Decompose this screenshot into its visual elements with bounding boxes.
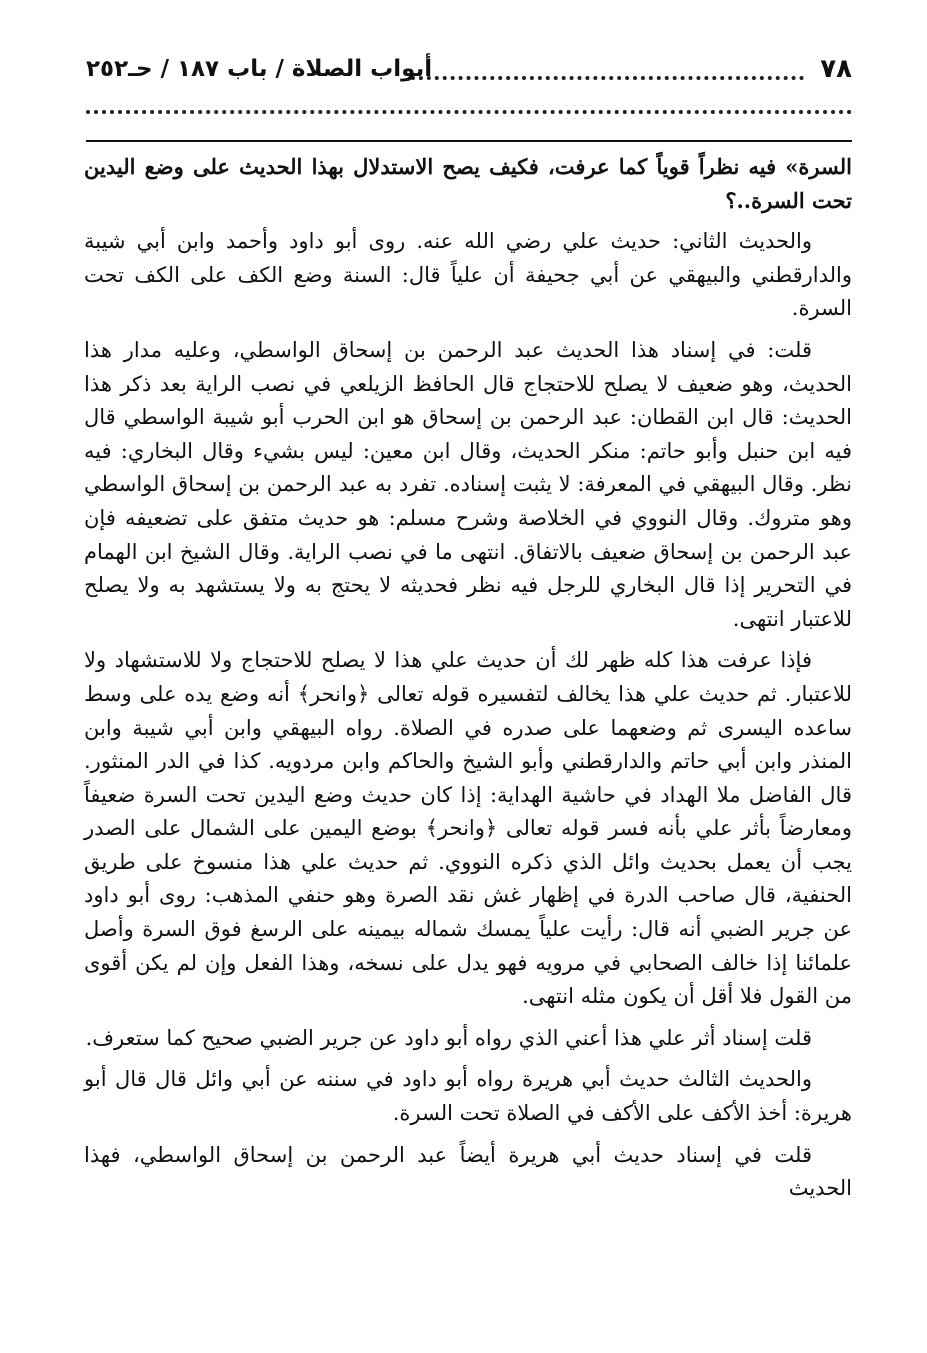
header-solid-rule <box>86 140 852 142</box>
paragraph-isnad-critique: قلت: في إسناد هذا الحديث عبد الرحمن بن إسحاق الواسطي، وعليه مدار هذا الحديث، وهو ضعيف لا يصلح للاحتجاج قال الحافظ الزيلعي في نصب الراية بعد ذكر هذا الحديث: قال ابن القطان: عبد الرحمن بن إسحاق هو ابن الحرب أبو شيبة الواسطي قال فيه ابن حنبل وأبو حاتم: منكر الحديث، وقال ابن معين: ليس بشيء وقال البخاري: فيه نظر. وقال البيهقي في المعرفة: لا يثبت إسناده. تفرد به عبد الرحمن بن إسحاق الواسطي وهو متروك. وقال النووي في الخلاصة وشرح مسلم: هو حديث متفق على تضعيفه فإن عبد الرحمن بن إسحاق ضعيف بالاتفاق. انتهى ما في نصب الراية. وقال الشيخ ابن الهمام في التحرير إذا قال البخاري للرجل فيه نظر فحديثه لا يحتج به ولا يستشهد به ولا يصلح للاعتبار انتهى. <box>84 337 852 631</box>
header-dotted-rule <box>86 110 852 114</box>
paragraph-third-hadith: والحديث الثالث حديث أبي هريرة رواه أبو داود في سننه عن أبي وائل قال قال أبو هريرة: أخذ الأكف على الأكف في الصلاة تحت السرة. <box>84 1067 852 1126</box>
paragraph-second-hadith: والحديث الثاني: حديث علي رضي الله عنه. روى أبو داود وأحمد وابن أبي شيبة والدارقطني والبيهقي عن أبي جحيفة أن علياً قال: السنة وضع الكف على الكف تحت السرة. <box>84 229 852 321</box>
paragraph-conclusion-ali: فإذا عرفت هذا كله ظهر لك أن حديث علي هذا لا يصلح للاحتجاج ولا للاستشهاد ولا للاعتبار. ثم حديث علي هذا يخالف لتفسيره قوله تعالى ﴿وانحر﴾ أنه وضع يده على وسط ساعده اليسرى ثم وضعهما على صدره في الصلاة. رواه البيهقي وابن أبي شيبة وابن المنذر وابن أبي حاتم والدارقطني وأبو الشيخ والحاكم وابن مردويه. كذا في الدر المنثور. قال الفاضل ملا الهداد في حاشية الهداية: إذا كان حديث وضع اليدين تحت السرة ضعيفاً ومعارضاً بأثر علي بأنه فسر قوله تعالى ﴿وانحر﴾ بوضع اليمين على الشمال على الصدر يجب أن يعمل بحديث وائل الذي ذكره النووي. ثم حديث علي هذا منسوخ على طريق الحنفية، قال صاحب الدرة في إظهار غش نقد الصرة وهو حنفي المذهب: روى أبو داود عن جرير الضبي أنه قال: رأيت علياً يمسك شماله بيمينه على الرسغ فوق السرة وأصل علمائنا إذا خالف الصحابي في مرويه فهو يدل على نسخه، وهذا الفعل وإن لم يكن أقوى من القول فلا أقل أن يكون مثله انتهى. <box>84 648 852 1009</box>
paragraph-continuation: السرة» فيه نظراً قوياً كما عرفت، فكيف يصح الاستدلال بهذا الحديث على وضع اليدين تحت السرة..؟ <box>84 154 852 213</box>
paragraph-athar-ali: قلت إسناد أثر علي هذا أعني الذي رواه أبو داود عن جرير الضبي صحيح كما ستعرف. <box>85 1025 812 1050</box>
running-head: أبواب الصلاة / باب ١٨٧ / حـ٢٥٢ <box>86 56 433 82</box>
paragraph-abu-hurayra-isnad: قلت في إسناد حديث أبي هريرة أيضاً عبد الرحمن بن إسحاق الواسطي، فهذا الحديث <box>84 1142 852 1201</box>
header-leader-dots <box>411 76 804 80</box>
body-text <box>84 150 852 1214</box>
page-number: ٧٨ <box>820 54 852 84</box>
page-header <box>86 50 852 94</box>
